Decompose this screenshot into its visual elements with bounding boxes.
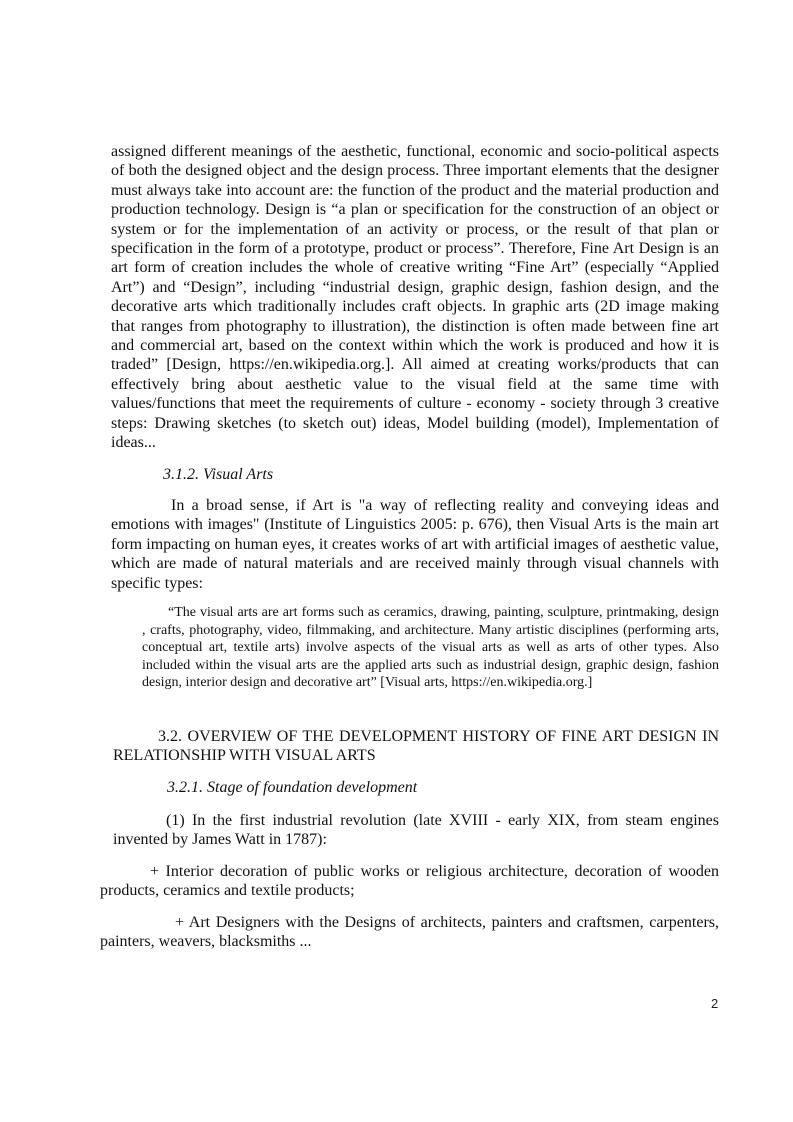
paragraph-design-definition: assigned different meanings of the aesthetic, functional, economic and socio-political aspects of both the designed object and the design process. Three important elements that the designer must always take into account are: the function of the product and the material production and production technology. Design is “a plan or specification for the construction of an object or system or for the implementation of an activity or process, or the result of that plan or specification in the form of a prototype, product or process”. Therefore, Fine Art Design is an art form of creation includes the whole of creative writing “Fine Art” (especially “Applied Art”) and “Design”, including “industrial design, graphic design, fashion design, and the decorative arts which traditionally includes craft objects. In graphic arts (2D image making that ranges from photography to illustration), the distinction is often made between fine art and commercial art, based on the context within which the work is produced and how it is traded” [Design, https://en.wikipedia.org.]. All aimed at creating works/products that can effectively bring about aesthetic value to the visual field at the same time with values/functions that meet the requirements of culture - economy - society through 3 creative steps: Drawing sketches (to sketch out) ideas, Model building (model), Implementation of ideas... [111,143,719,452]
block-quote-visual-arts: “The visual arts are art forms such as ceramics, drawing, painting, sculpture, printmaking, design , crafts, photography, video, filmmaking, and architecture. Many artistic disciplines (performing arts, conceptual art, textile arts) involve aspects of the visual arts as well as arts of other types. Also included within the visual arts are the applied arts such as industrial design, graphic design, fashion design, interior design and decorative art” [Visual arts, https://en.wikipedia.org.] [142,605,719,691]
page-number: 2 [711,996,719,1011]
paragraph-visual-arts-definition: In a broad sense, if Art is "a way of reflecting reality and conveying ideas and emotions with images" (Institute of Linguistics 2005: p. 676), then Visual Arts is the main art form impacting on human eyes, it creates works of art with artificial images of aesthetic value, which are made of natural materials and are received mainly through visual channels with specific types: [111,497,719,592]
paragraph-first-industrial-revolution: (1) In the first industrial revolution (late XVIII - early XIX, from steam engines invented by James Watt in 1787): [113,812,719,849]
heading-visual-arts: 3.1.2. Visual Arts [163,466,274,483]
list-item-interior-decoration: + Interior decoration of public works or religious architecture, decoration of wooden products, ceramics and textile products; [100,863,719,900]
heading-foundation-stage: 3.2.1. Stage of foundation development [167,779,418,796]
heading-overview-history: 3.2. OVERVIEW OF THE DEVELOPMENT HISTORY OF FINE ART DESIGN IN RELATIONSHIP WITH VISUAL ARTS [113,728,719,765]
list-item-art-designers: + Art Designers with the Designs of architects, painters and craftsmen, carpenters, painters, weavers, blacksmiths ... [100,914,719,951]
